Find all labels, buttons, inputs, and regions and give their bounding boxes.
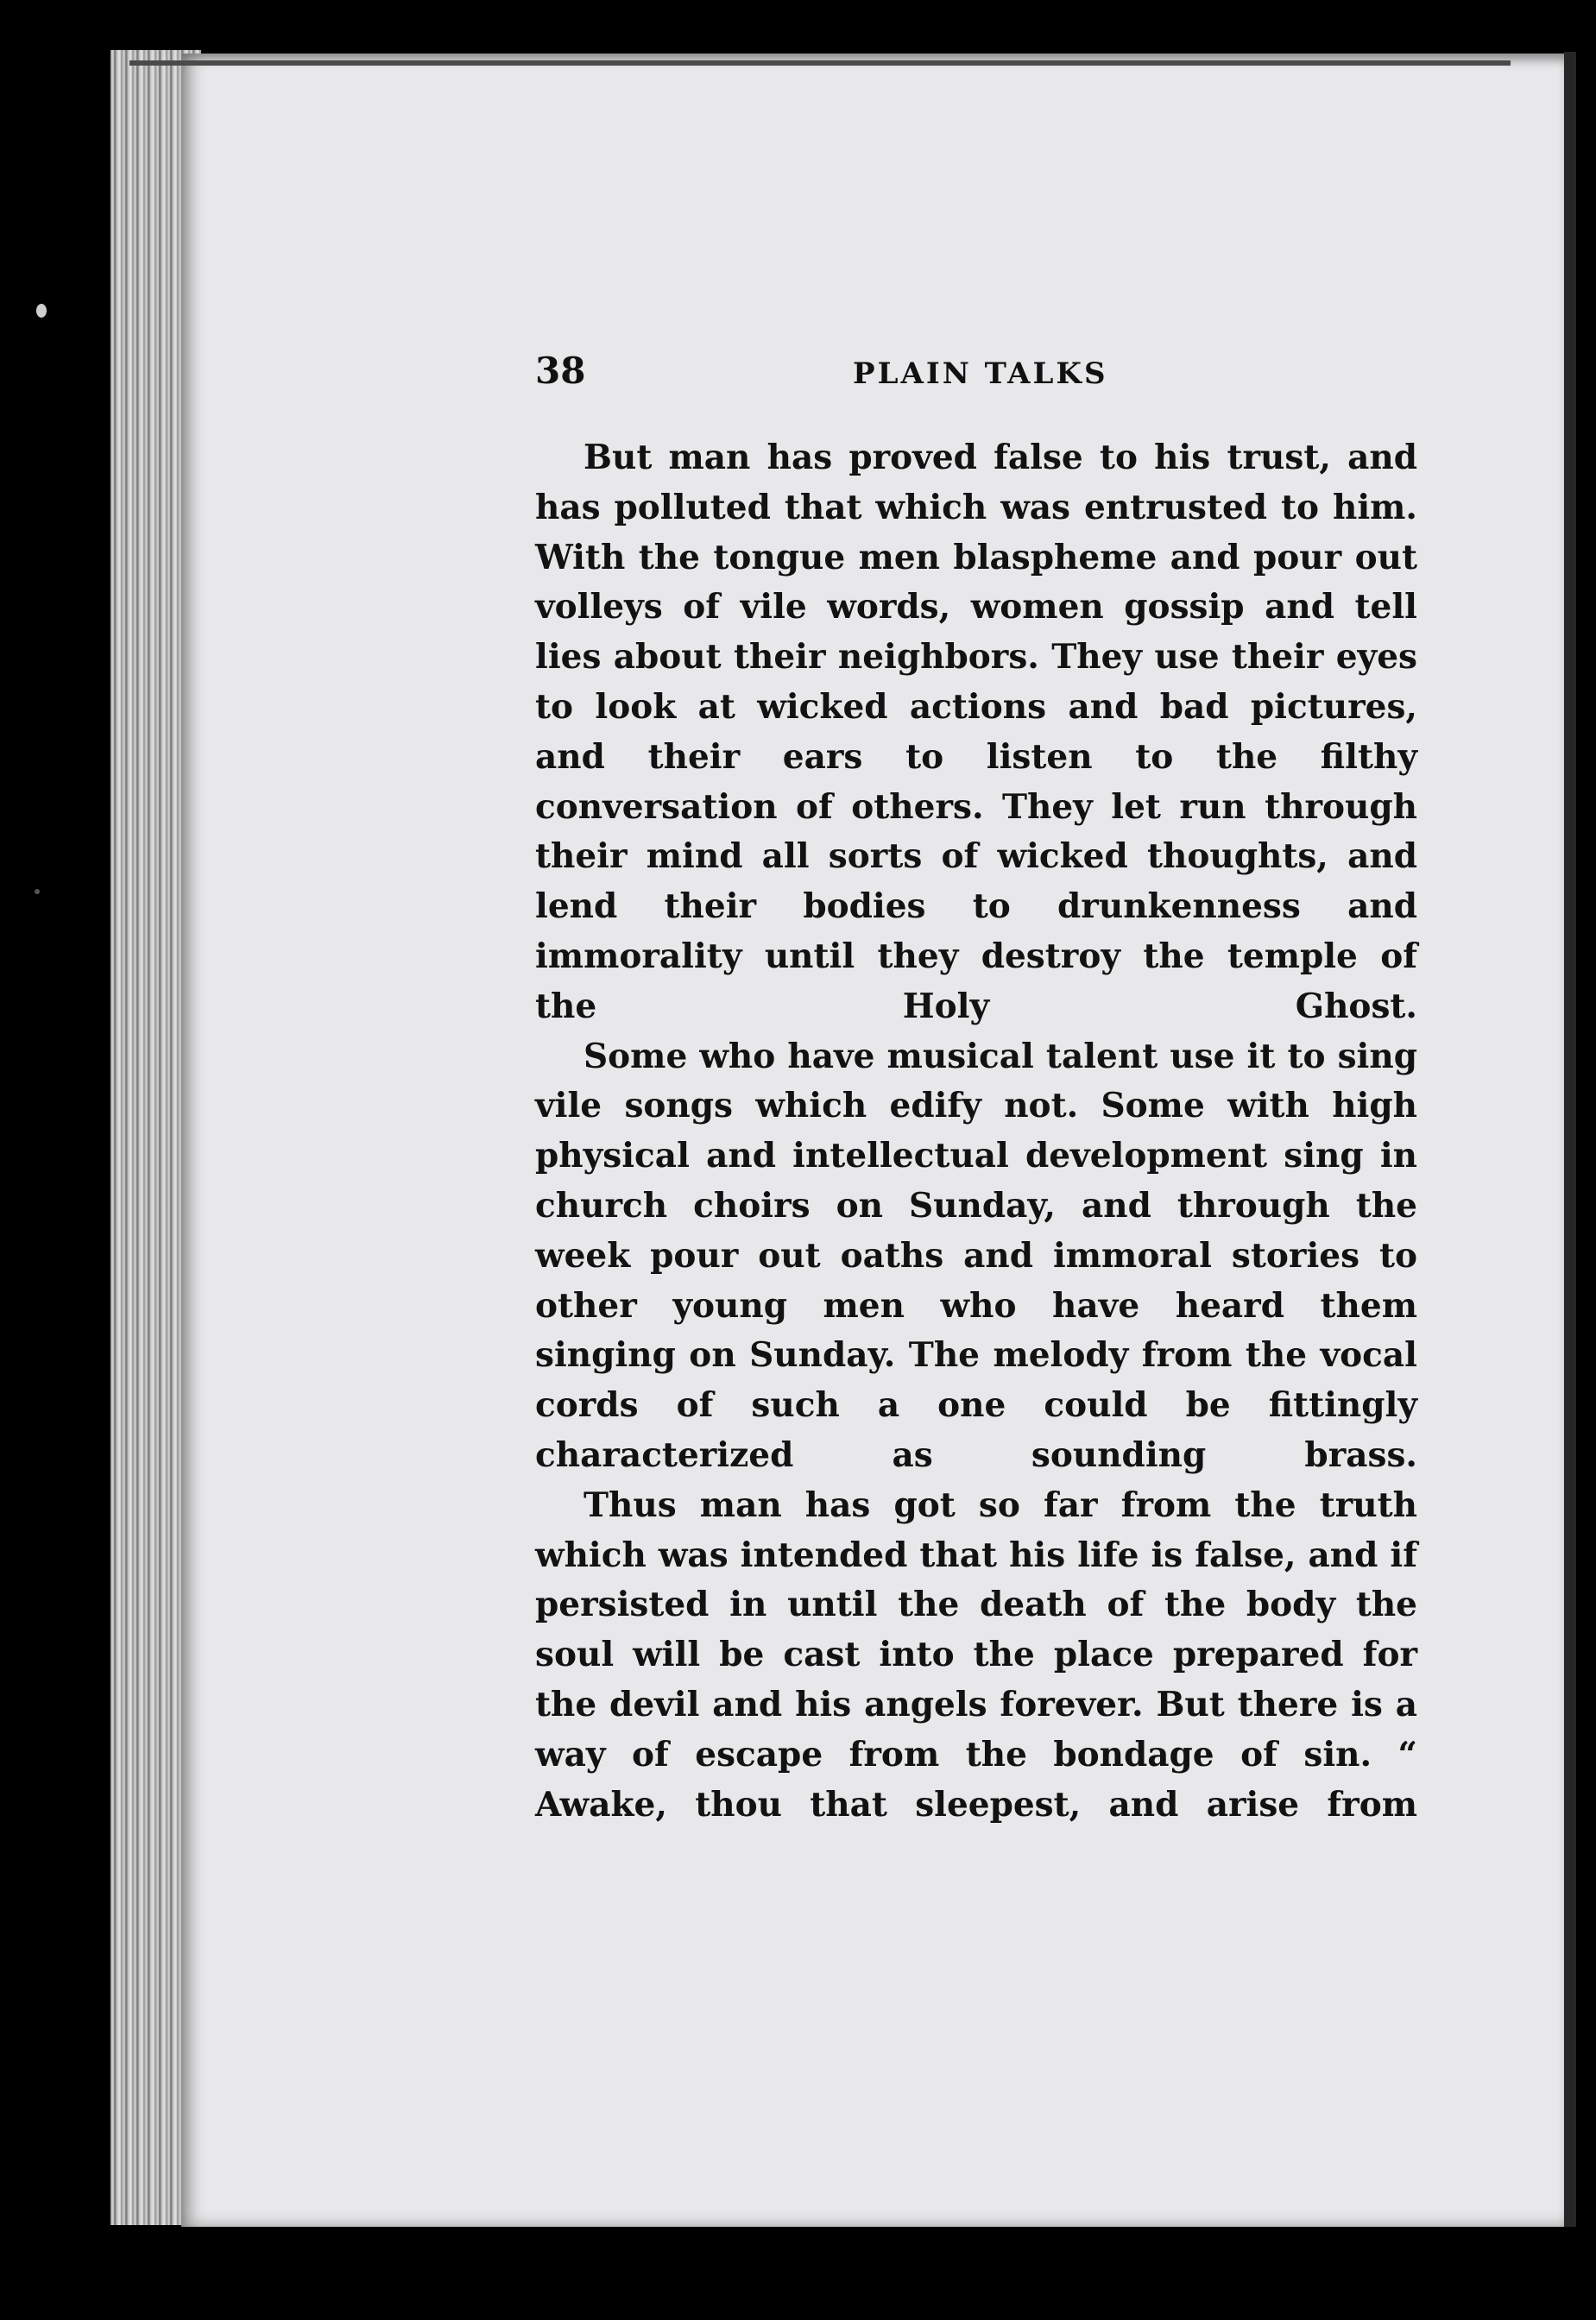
scan-speck [35, 889, 40, 894]
body-text [535, 433, 1417, 1830]
scan-speck [36, 304, 47, 318]
page-number: 38 [535, 350, 586, 392]
page-header [535, 350, 1417, 401]
top-edge-rule [129, 60, 1511, 66]
paragraph: Thus man has got so far from the truth which was intended that his life is false, and if persisted in until the death of the body the soul will be cast into the place prepared for the devil and his angels forever. But there is a way of escape from the bondage of sin. “ Awake, thou that sleepest, and arise from [535, 1485, 1417, 1825]
right-page-shadow [1564, 52, 1576, 2227]
running-head: PLAIN TALKS [853, 356, 1108, 391]
paragraph: Some who have musical talent use it to sing vile songs which edify not. Some with high physical and intellectual development sing in church choirs on Sunday, and through the week pour out oaths and immoral stories to other young men who have heard them singing on Sunday. The melody from the vocal cords of such a one could be fittingly characterized as sounding brass. [535, 1036, 1417, 1475]
paragraph: But man has proved false to his trust, and has polluted that which was entrusted to him. With the tongue men blaspheme and pour out volleys of vile words, women gossip and tell lies about their neighbors. They use their eyes to look at wicked actions and bad pictures, and their ears to listen to the filthy conversation of others. They let run through their mind all sorts of wicked thoughts, and lend their bodies to drunkenness and immorality until they destroy the temple of the Holy Ghost. [535, 438, 1417, 1026]
